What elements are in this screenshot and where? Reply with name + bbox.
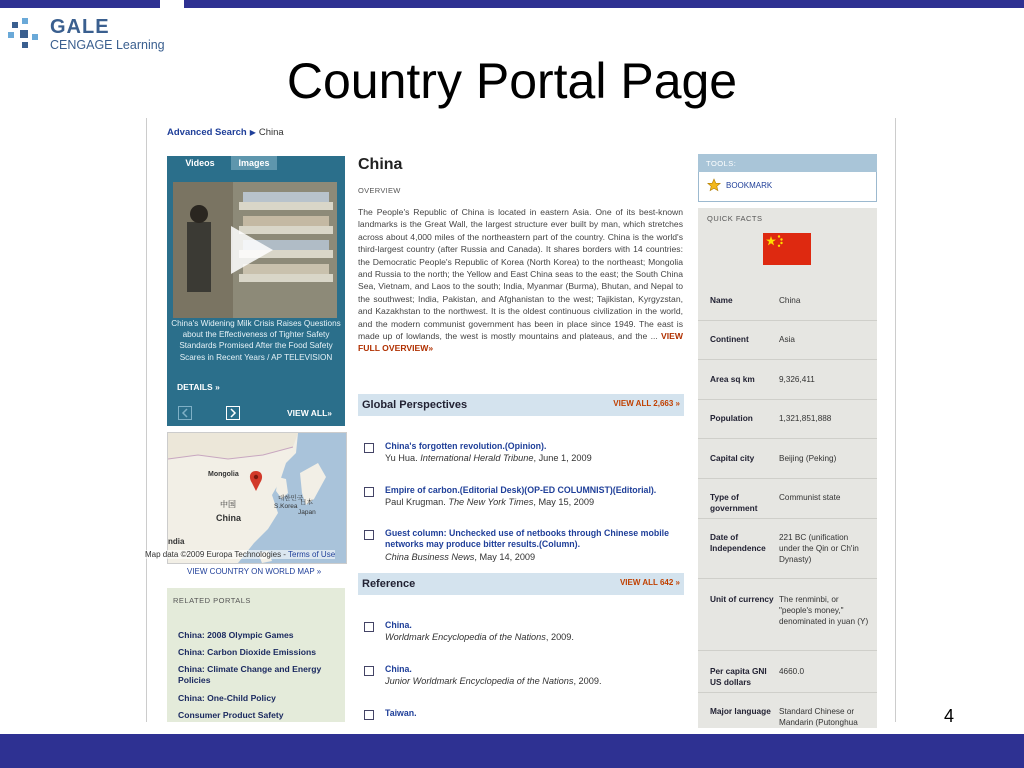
breadcrumb xyxy=(167,127,284,138)
reference-title-link[interactable]: China. xyxy=(385,664,412,674)
breadcrumb-current: China xyxy=(258,127,284,138)
map-image xyxy=(168,433,346,563)
divider xyxy=(698,399,877,400)
overview-heading: OVERVIEW xyxy=(358,186,401,195)
portal-screenshot xyxy=(145,118,896,727)
bookmark-link[interactable]: BOOKMARK xyxy=(726,181,773,190)
fact-label: Name xyxy=(710,295,733,305)
related-portal-link[interactable]: China: Carbon Dioxide Emissions xyxy=(178,647,316,657)
fact-label: Type of government xyxy=(710,492,758,513)
top-bar-gap xyxy=(160,0,184,8)
logo-text-cengage: CENGAGE Learning xyxy=(50,38,165,52)
global-view-all-link[interactable]: VIEW ALL 2,663 » xyxy=(613,399,680,408)
tab-videos[interactable]: Videos xyxy=(171,156,229,170)
related-portal-link[interactable]: China: 2008 Olympic Games xyxy=(178,630,294,640)
overview-body: The People's Republic of China is located in eastern Asia. One of its best-known landmarks is the Great Wall, the largest structure ever built by man, which stretches across about 4,000 miles of the northeastern part of the country. China is the world's third-largest country (after Russia and Canada). It shares borders with 14 countries: the Democratic People's Republic of Korea (North Korea) to the northeast; Mongolia and Russia to the north; the Yellow and East China seas to the east; the South China Sea, Vietnam, and Laos to the south; India, Myanmar (Burma), Bhutan, and Nepal to the southwest; India, Pakistan, and Afghanistan to the west; Tajikistan, Kyrgyzstan, and Kazakhstan to the northwest. It is the oldest continuous civilization in the world, and the modern communist government has been in place since 1949. The east is made up of lowlands, the west is mostly mountains and plateaus, and the ... xyxy=(358,207,683,342)
country-title: China xyxy=(358,156,403,173)
reference-heading: Reference xyxy=(362,578,416,590)
select-checkbox[interactable] xyxy=(364,443,374,453)
breadcrumb-arrow-icon: ▶ xyxy=(249,128,256,137)
fact-label: Capital city xyxy=(710,453,755,463)
divider xyxy=(698,518,877,519)
article-source xyxy=(385,453,685,463)
divider xyxy=(698,320,877,321)
fact-value: Beijing (Peking) xyxy=(779,454,837,463)
divider xyxy=(698,359,877,360)
reference-title-link[interactable]: Taiwan. xyxy=(385,708,417,718)
article-author: Yu Hua. xyxy=(385,453,421,463)
fact-value: 221 BC (unification under the Qin or Ch'in Dynasty) xyxy=(779,533,859,564)
bookmark-star-icon[interactable] xyxy=(707,178,721,194)
article-source xyxy=(385,497,685,507)
fact-value: 1,321,851,888 xyxy=(779,414,832,423)
prev-arrow-icon[interactable] xyxy=(178,406,192,420)
fact-label: Major language xyxy=(710,706,771,716)
article-publication: China Business News xyxy=(385,552,475,562)
fact-value: 4660.0 xyxy=(779,667,805,676)
article-date: , May 14, 2009 xyxy=(474,552,536,562)
video-details-link[interactable]: DETAILS » xyxy=(177,382,220,392)
select-checkbox[interactable] xyxy=(364,487,374,497)
top-brand-bar xyxy=(0,0,1024,8)
fact-label: Continent xyxy=(710,334,749,344)
tools-header xyxy=(698,154,877,172)
reference-source xyxy=(385,676,685,686)
logo-text-gale: GALE xyxy=(50,16,110,38)
article-source xyxy=(385,552,685,562)
map-label-china: China xyxy=(216,513,242,523)
divider xyxy=(698,578,877,579)
breadcrumb-advanced-search[interactable]: Advanced Search xyxy=(167,127,247,138)
fact-label: Date of Independence xyxy=(710,532,766,553)
global-perspectives-header xyxy=(358,394,684,416)
related-portal-link[interactable]: China: Climate Change and Energy Policies xyxy=(178,664,322,685)
map-label-s-korea: S.Korea xyxy=(274,503,298,510)
article-publication: The New York Times xyxy=(448,497,534,507)
slide-title: Country Portal Page xyxy=(286,53,738,109)
overview-text xyxy=(358,206,683,355)
related-portals-heading: RELATED PORTALS xyxy=(173,596,251,605)
fact-value: The renminbi, or "people's money," denominated in yuan (Y) xyxy=(779,595,869,626)
divider xyxy=(698,438,877,439)
reference-publication: Worldmark Encyclopedia of the Nations xyxy=(385,632,546,642)
select-checkbox[interactable] xyxy=(364,622,374,632)
select-checkbox[interactable] xyxy=(364,710,374,720)
divider xyxy=(698,692,877,693)
reference-header xyxy=(358,573,684,595)
video-thumbnail[interactable] xyxy=(173,182,337,318)
article-title-link[interactable]: Empire of carbon.(Editorial Desk)(OP-ED COLUMNIST)(Editorial). xyxy=(385,485,657,495)
fact-value: Asia xyxy=(779,335,795,344)
map-label-mongolia: Mongolia xyxy=(208,471,239,478)
video-caption[interactable]: China's Widening Milk Crisis Raises Questions about the Effectiveness of Tighter Safety Standards Promised After the Food Safety Scares in Recent Years / AP TELEVISION xyxy=(171,319,341,362)
fact-label: Per capita GNI US dollars xyxy=(710,666,767,687)
bottom-brand-bar xyxy=(0,734,1024,768)
logo-mark-icon xyxy=(6,16,46,56)
reference-view-all-link[interactable]: VIEW ALL 642 » xyxy=(619,578,680,587)
related-portal-link[interactable]: Consumer Product Safety xyxy=(178,710,284,720)
video-view-all-link[interactable]: VIEW ALL» xyxy=(287,408,333,418)
reference-date: , 2009. xyxy=(573,676,602,686)
slide-number: 4 xyxy=(944,706,955,726)
map-label-japan: Japan xyxy=(298,509,316,516)
divider xyxy=(698,650,877,651)
article-title-link[interactable]: China's forgotten revolution.(Opinion). xyxy=(385,441,547,451)
article-author: Paul Krugman. xyxy=(385,497,449,507)
map-label-japan-native: 日本 xyxy=(300,499,313,506)
next-arrow-icon[interactable] xyxy=(226,406,240,420)
view-full-overview-link[interactable]: VIEW FULL OVERVIEW» xyxy=(358,331,683,354)
map-attribution-text: Map data ©2009 Europa Technologies - xyxy=(145,550,286,559)
fact-value: Standard Chinese or Mandarin (Putonghua xyxy=(779,707,858,727)
article-title-link[interactable]: Guest column: Unchecked use of netbooks through Chinese mobile networks may produce bitter results.(Column). xyxy=(385,528,669,549)
reference-source xyxy=(385,632,685,642)
map-terms-link[interactable]: Terms of Use xyxy=(288,550,336,559)
world-map[interactable] xyxy=(167,432,347,564)
view-country-on-world-map-link[interactable]: VIEW COUNTRY ON WORLD MAP » xyxy=(187,567,322,576)
article-date: , June 1, 2009 xyxy=(533,453,592,463)
reference-publication: Junior Worldmark Encyclopedia of the Nations xyxy=(385,676,574,686)
article-date: , May 15, 2009 xyxy=(533,497,595,507)
quick-facts-heading: QUICK FACTS xyxy=(707,214,763,223)
reference-title-link[interactable]: China. xyxy=(385,620,412,630)
map-label-india: ndia xyxy=(168,537,185,546)
fact-label: Unit of currency xyxy=(710,594,774,604)
fact-value: 9,326,411 xyxy=(779,375,815,384)
tab-images[interactable]: Images xyxy=(231,156,277,170)
article-publication: International Herald Tribune xyxy=(420,453,534,463)
map-label-china-native: 中国 xyxy=(220,500,236,509)
reference-date: , 2009. xyxy=(545,632,574,642)
fact-value: Communist state xyxy=(779,493,841,502)
fact-label: Area sq km xyxy=(710,374,755,384)
video-scene-image xyxy=(173,182,337,318)
tools-heading: TOOLS: xyxy=(706,159,737,168)
map-label-korea-native: 대한민국 xyxy=(278,495,304,502)
select-checkbox[interactable] xyxy=(364,666,374,676)
select-checkbox[interactable] xyxy=(364,530,374,540)
fact-value: China xyxy=(779,296,801,305)
divider xyxy=(698,478,877,479)
global-perspectives-heading: Global Perspectives xyxy=(362,399,468,411)
map-attribution xyxy=(145,550,335,559)
fact-label: Population xyxy=(710,413,753,423)
china-flag-image xyxy=(763,233,811,265)
related-portal-link[interactable]: China: One-Child Policy xyxy=(178,693,276,703)
